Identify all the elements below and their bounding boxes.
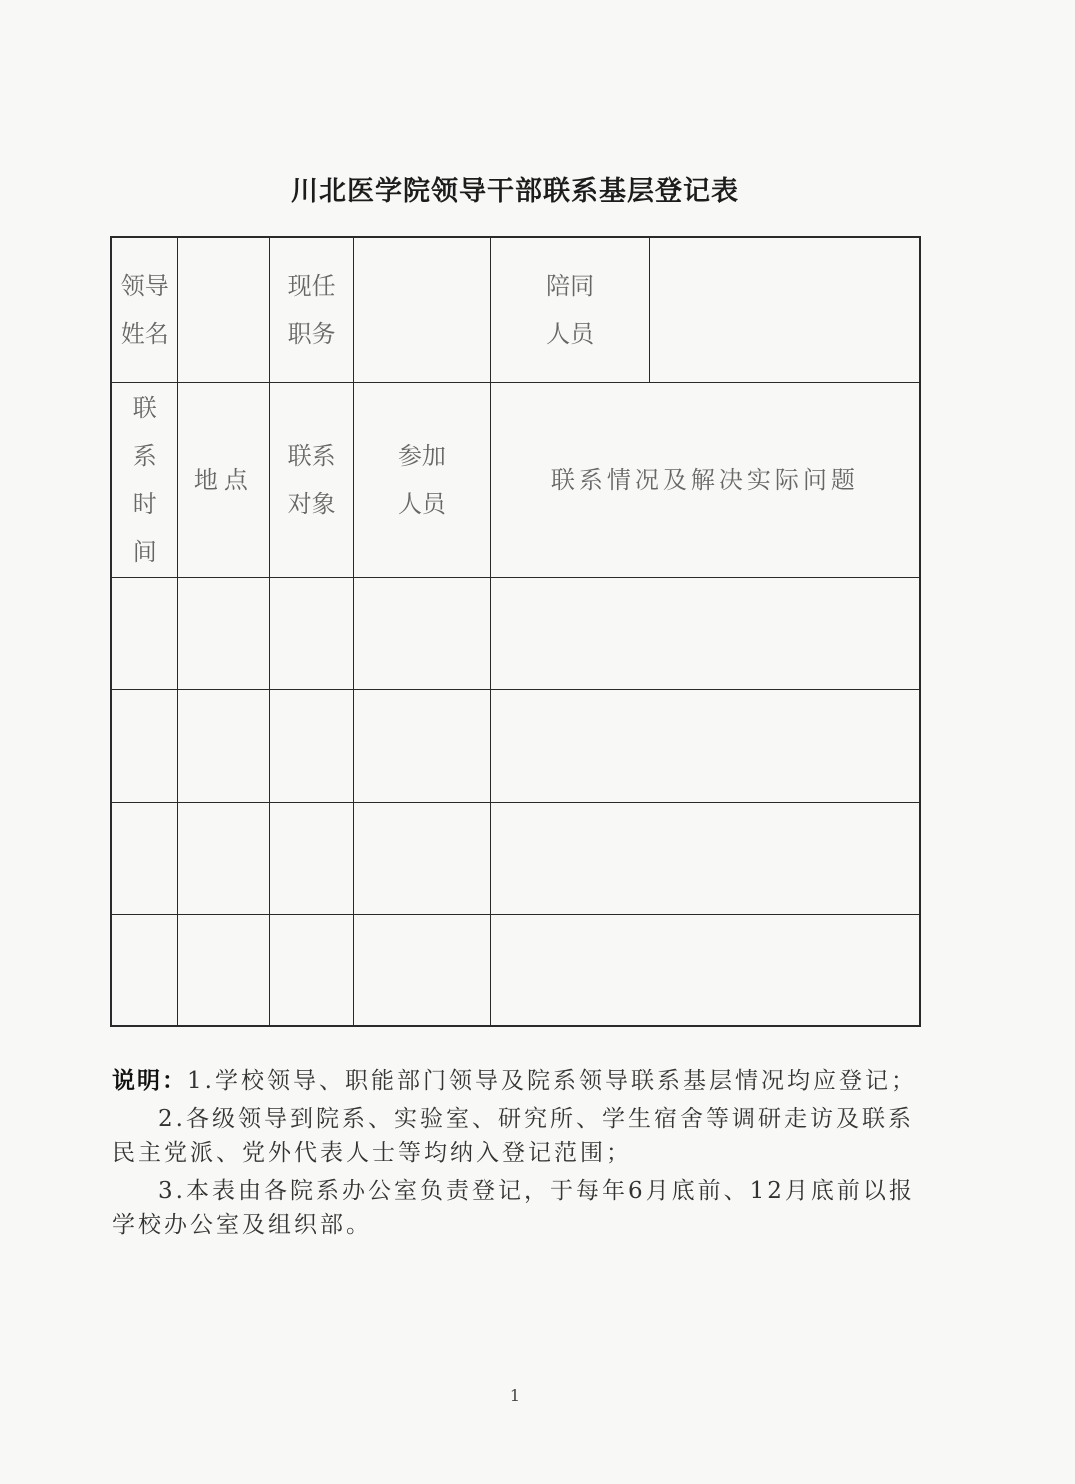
leader-name-field[interactable]: [178, 237, 270, 382]
place-cell[interactable]: [178, 802, 270, 914]
accompany-field[interactable]: [650, 237, 920, 382]
target-cell[interactable]: [270, 914, 354, 1026]
place-cell[interactable]: [178, 689, 270, 802]
place-cell[interactable]: [178, 577, 270, 689]
participants-cell[interactable]: [354, 689, 491, 802]
time-cell[interactable]: [111, 802, 178, 914]
situation-cell[interactable]: [490, 802, 920, 914]
registration-form-table: [110, 236, 921, 1027]
leader-name-label: 领导姓名: [111, 237, 178, 382]
form-title: 川北医学院领导干部联系基层登记表: [291, 176, 739, 207]
note-item-1-text: 1.学校领导、职能部门领导及院系领导联系基层情况均应登记；: [187, 1068, 917, 1094]
place-column-header: 地点: [178, 382, 270, 577]
position-field[interactable]: [354, 237, 491, 382]
place-cell[interactable]: [178, 914, 270, 1026]
participants-column-header: 参加人员: [354, 382, 491, 577]
note-item-1: [112, 1064, 918, 1098]
page-number: 1: [509, 1386, 521, 1405]
notes-label: 说明：: [112, 1067, 187, 1094]
table-row: [111, 802, 920, 914]
target-column-header: 联系对象: [270, 382, 354, 577]
table-row: [111, 689, 920, 802]
time-column-header: 联系时间: [111, 382, 178, 577]
note-item-2: 2.各级领导到院系、实验室、研究所、学生宿舍等调研走访及联系民主党派、党外代表人士等均纳入登记范围；: [112, 1106, 914, 1166]
note-item-3: 3.本表由各院系办公室负责登记，于每年6月底前、12月底前以报学校办公室及组织部。: [112, 1178, 915, 1238]
accompany-label: 陪同人员: [490, 237, 650, 382]
target-cell[interactable]: [270, 577, 354, 689]
situation-column-header: 联系情况及解决实际问题: [490, 382, 920, 577]
column-header-row: [111, 382, 920, 577]
target-cell[interactable]: [270, 689, 354, 802]
situation-cell[interactable]: [490, 689, 920, 802]
time-cell[interactable]: [111, 914, 178, 1026]
situation-cell[interactable]: [490, 577, 920, 689]
time-cell[interactable]: [111, 689, 178, 802]
participants-cell[interactable]: [354, 802, 491, 914]
table-row: [111, 914, 920, 1026]
situation-cell[interactable]: [490, 914, 920, 1026]
table-row: [111, 577, 920, 689]
participants-cell[interactable]: [354, 914, 491, 1026]
participants-cell[interactable]: [354, 577, 491, 689]
time-cell[interactable]: [111, 577, 178, 689]
target-cell[interactable]: [270, 802, 354, 914]
notes-section: [112, 1064, 918, 1246]
position-label: 现任职务: [270, 237, 354, 382]
header-row: [111, 237, 920, 382]
